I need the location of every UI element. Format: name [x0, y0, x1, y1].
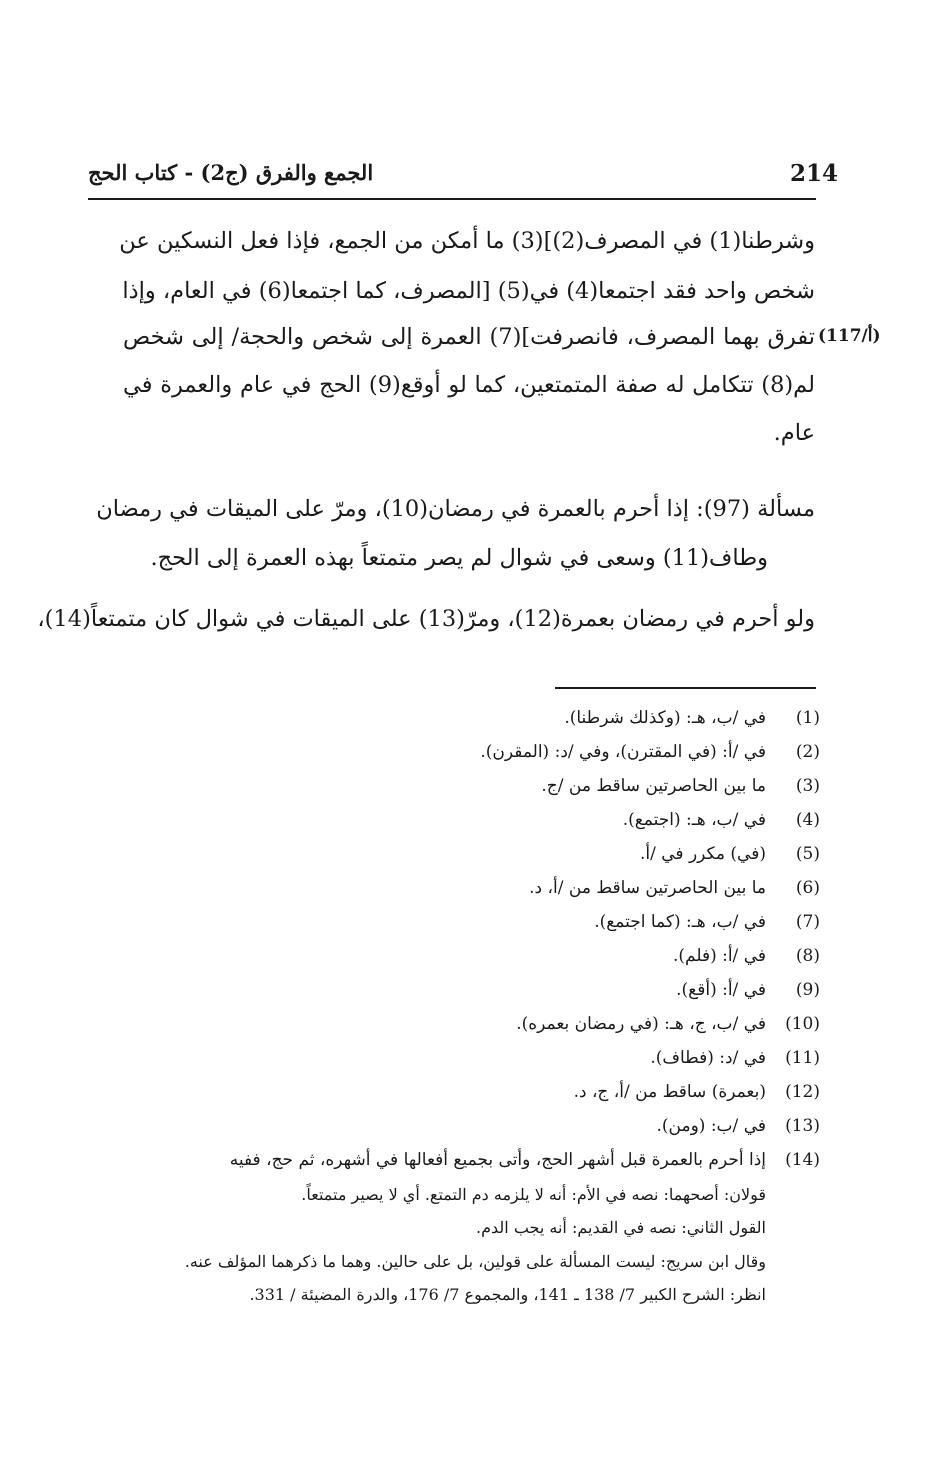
footnote-number: (13) — [785, 1116, 820, 1136]
footnote-number: (2) — [795, 742, 820, 762]
footnote-14-line: قولان: أصحهما: نصه في الأم: أنه لا يلزمه دم التمتع. أي لا يصير متمتعاً. — [301, 1185, 766, 1204]
masala-line-3: ولو أحرم في رمضان بعمرة(12)، ومرّ(13) على الميقات في شوال كان متمتعاً(14)، — [37, 606, 815, 632]
footnote-text: ما بين الحاصرتين ساقط من /ج. — [541, 776, 766, 796]
footnote-text: في /أ: (أقع). — [676, 980, 766, 1000]
page-number: 214 — [790, 160, 839, 187]
masala-line-1: مسألة (97): إذا أحرم بالعمرة في رمضان(10)، ومرّ على الميقات في رمضان — [96, 496, 815, 522]
footnote-text: في /أ: (في المقترن)، وفي /د: (المقرن). — [480, 742, 766, 762]
footnote-number: (11) — [785, 1048, 820, 1068]
footnote-text: في /ب، هـ: (اجتمع). — [622, 810, 766, 830]
footnote-text: في /ب، هـ: (كما اجتمع). — [594, 912, 766, 932]
running-title: الجمع والفرق (ج2) - كتاب الحج — [88, 160, 374, 185]
body-line-3: تفرق بهما المصرف، فانصرفت](7) العمرة إلى شخص والحجة/ إلى شخص — [123, 324, 815, 350]
masala-line-2: وطاف(11) وسعى في شوال لم يصر متمتعاً بهذه العمرة إلى الحج. — [150, 545, 768, 571]
footnote-text: في /ب، ج، هـ: (في رمضان بعمره). — [516, 1014, 766, 1034]
footnote-number: (6) — [795, 878, 820, 898]
footnote-14-line: القول الثاني: نصه في القديم: أنه يجب الدم. — [476, 1218, 766, 1237]
footnote-text: إذا أحرم بالعمرة قبل أشهر الحج، وأتى بجميع أفعالها في أشهره، ثم حج، ففيه — [229, 1150, 766, 1170]
footnote-number: (4) — [795, 810, 820, 830]
footnote-number: (12) — [785, 1082, 820, 1102]
footnote-text: ما بين الحاصرتين ساقط من /أ، د. — [529, 878, 766, 898]
footnote-number: (7) — [795, 912, 820, 932]
body-line-2: شخص واحد فقد اجتمعا(4) في(5) [المصرف، كما اجتمعا(6) في العام، وإذا — [122, 278, 815, 304]
footnote-number: (14) — [785, 1150, 820, 1170]
footnote-text: (بعمرة) ساقط من /أ، ج، د. — [573, 1082, 766, 1102]
body-line-5: عام. — [773, 420, 815, 446]
body-line-1: وشرطنا(1) في المصرف(2)](3) ما أمكن من الجمع، فإذا فعل النسكين عن — [119, 228, 815, 254]
footnote-text: (في) مكرر في /أ. — [639, 844, 766, 864]
footnote-text: في /د: (فطاف). — [650, 1048, 766, 1068]
footnote-14-line: انظر: الشرح الكبير 7/ 138 ـ 141، والمجموع 7/ 176، والدرة المضيئة / 331. — [249, 1285, 766, 1304]
footnote-number: (9) — [795, 980, 820, 1000]
footnote-text: في /ب، هـ: (وكذلك شرطنا). — [564, 708, 766, 728]
body-line-4: لم(8) تتكامل له صفة المتمتعين، كما لو أوقع(9) الحج في عام والعمرة في — [123, 372, 815, 398]
footnote-14-line: وقال ابن سريج: ليست المسألة على قولين، بل على حالين. وهما ما ذكرهما المؤلف عنه. — [184, 1252, 766, 1271]
footnote-text: في /ب: (ومن). — [656, 1116, 766, 1136]
footnote-separator — [555, 687, 816, 689]
footnote-number: (10) — [785, 1014, 820, 1034]
footnote-number: (1) — [795, 708, 820, 728]
header-rule — [88, 198, 816, 200]
footnote-number: (3) — [795, 776, 820, 796]
margin-folio-note: (117/أ) — [818, 326, 881, 346]
footnote-text: في /أ: (فلم). — [672, 946, 766, 966]
footnote-number: (8) — [795, 946, 820, 966]
footnote-number: (5) — [795, 844, 820, 864]
